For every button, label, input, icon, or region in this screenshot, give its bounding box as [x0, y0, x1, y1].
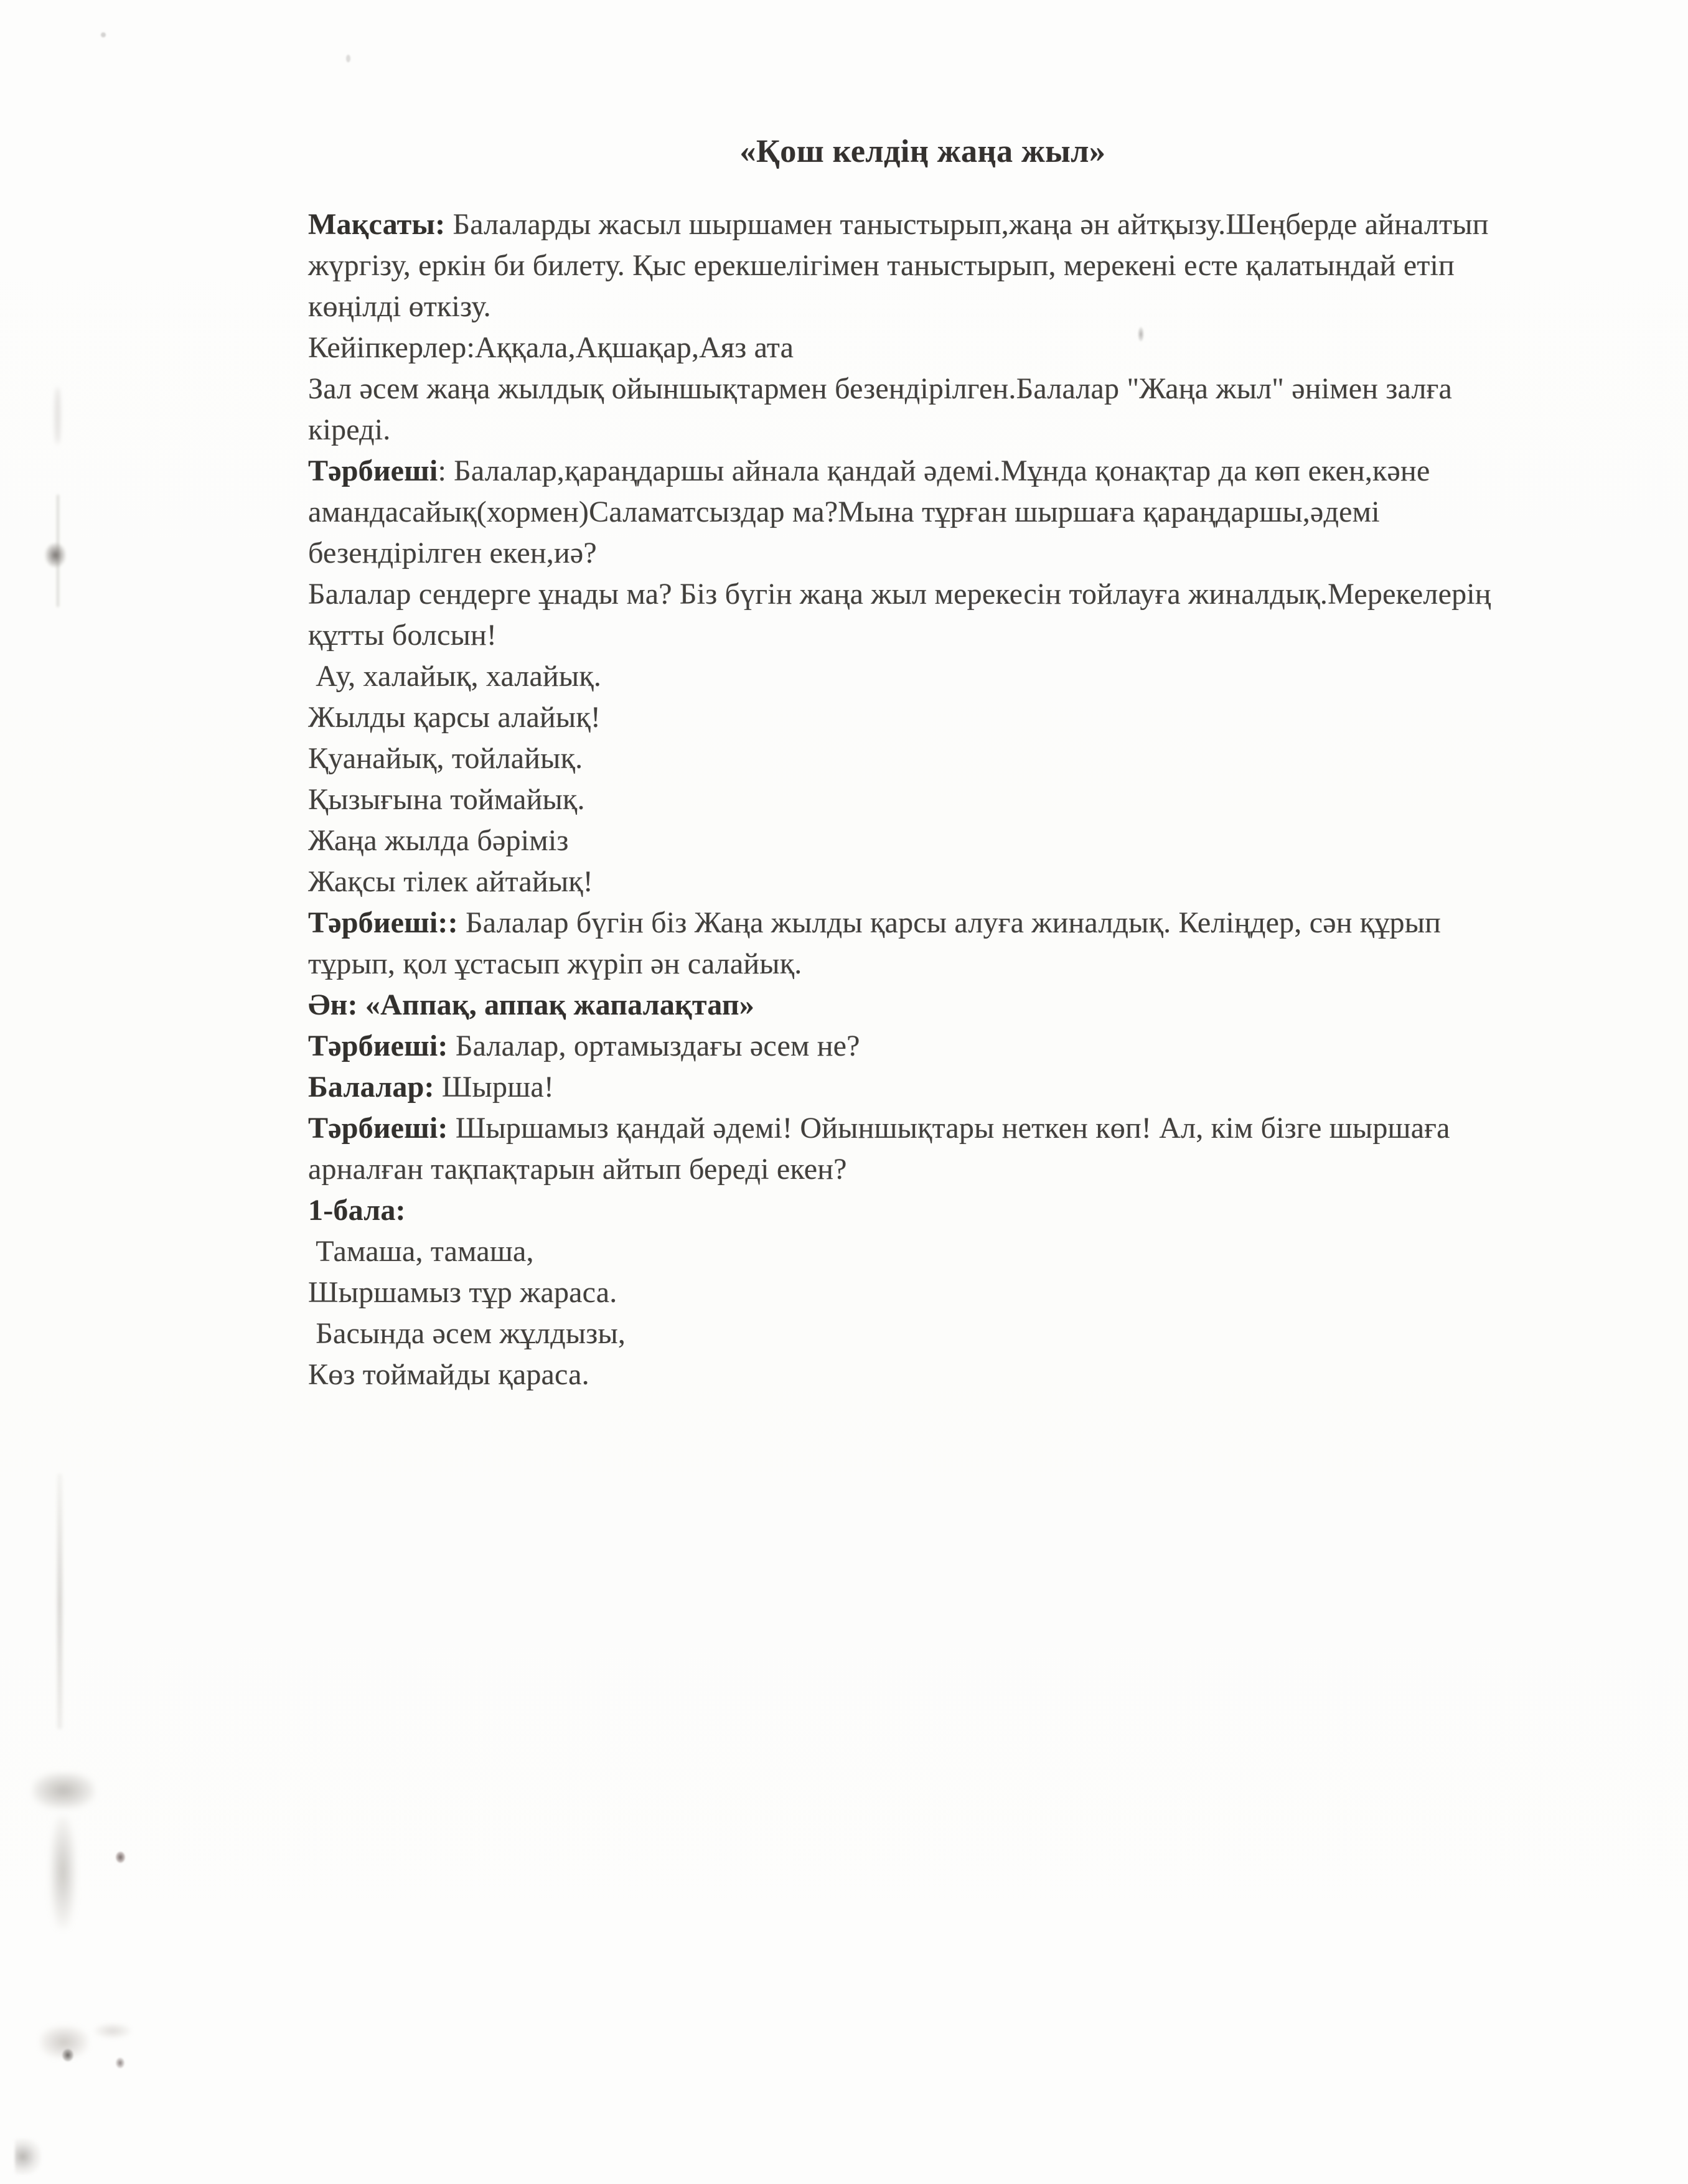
text-line [308, 1354, 1537, 1395]
text-line [308, 1272, 1537, 1313]
scan-smudge [15, 2139, 41, 2175]
text-line [308, 451, 1537, 492]
text-segment: арналған тақпақтарын айтып береді екен? [308, 1153, 847, 1186]
text-segment: құтты болсын! [308, 619, 497, 652]
scan-smudge [55, 387, 60, 444]
text-segment: Басында әсем жұлдызы, [308, 1317, 626, 1350]
text-segment: Тамаша, тамаша, [308, 1235, 534, 1268]
text-line [308, 820, 1537, 861]
text-segment: көңілді өткізу. [308, 290, 491, 323]
text-line [308, 327, 1537, 368]
text-line [308, 1313, 1537, 1354]
bold-text-segment: Ән: «Аппақ, аппақ жапалақтап» [308, 988, 754, 1021]
document-body [308, 132, 1537, 1395]
text-segment: Көз тоймайды қараса. [308, 1358, 589, 1391]
text-segment: Ау, халайық, халайық. [308, 660, 602, 693]
text-line [308, 615, 1537, 656]
text-line [308, 944, 1537, 985]
text-line [308, 368, 1537, 410]
document-lines [308, 204, 1537, 1395]
text-segment: амандасайық(хормен)Саламатсыздар ма?Мына тұрған шыршаға қараңдаршы,әдемі [308, 495, 1380, 528]
text-line [308, 779, 1537, 820]
text-line [308, 656, 1537, 697]
bold-text-segment: Тәрбиеші: [308, 1112, 448, 1145]
text-segment: Шыршамыз тұр жараса. [308, 1276, 617, 1309]
text-segment: Балалар, ортамыздағы әсем не? [448, 1029, 860, 1062]
text-line [308, 861, 1537, 902]
scan-streak [57, 495, 59, 607]
text-segment: Шырша! [434, 1071, 555, 1104]
bold-text-segment: Тәрбиеші: [308, 1029, 448, 1062]
scan-speck [346, 55, 350, 62]
scan-smudge [45, 543, 66, 568]
text-segment: Қуанайық, тойлайық. [308, 742, 583, 775]
scan-streak [57, 1474, 62, 1729]
text-line [308, 1149, 1537, 1190]
text-segment: Жаңа жылда бәріміз [308, 824, 569, 857]
text-line [308, 985, 1537, 1026]
scan-smudge [40, 2026, 88, 2058]
text-segment: Балалар бүгін біз Жаңа жылды қарсы алуға жиналдық. Келіңдер, сән құрып [457, 906, 1442, 939]
text-line [308, 1026, 1537, 1067]
text-line [308, 286, 1537, 327]
text-segment: Жақсы тілек айтайық! [308, 865, 593, 898]
text-segment: Кейіпкерлер:Аққала,Ақшақар,Аяз ата [308, 331, 794, 364]
bold-text-segment: Тәрбиеші [308, 454, 438, 487]
text-line [308, 492, 1537, 533]
scan-ink-dot [62, 2049, 73, 2061]
text-line [308, 1067, 1537, 1108]
text-line [308, 902, 1537, 944]
text-segment: тұрып, қол ұстасып жүріп ән салайық. [308, 947, 802, 980]
text-segment: Зал әсем жаңа жылдық ойыншықтармен безендірілген.Балалар "Жаңа жыл" әнімен залға [308, 372, 1453, 405]
text-segment: Шыршамыз қандай әдемі! Ойыншықтары неткен көп! Ал, кім бізге шыршаға [448, 1112, 1450, 1145]
scan-ink-dot [116, 1852, 125, 1863]
text-segment: Балалар сендерге ұнады ма? Біз бүгін жаңа жыл мерекесін тойлауға жиналдық.Мерекелерің [308, 578, 1491, 611]
bold-text-segment: Тәрбиеші:: [308, 906, 458, 939]
scan-speck [101, 32, 106, 37]
text-line [308, 204, 1537, 245]
text-line [308, 697, 1537, 738]
text-segment: кіреді. [308, 413, 391, 446]
text-segment: безендірілген екен,иә? [308, 537, 597, 569]
text-segment: жүргізу, еркін би билету. Қыс ерекшелігімен таныстырып, мерекені есте қалатындай етіп [308, 249, 1455, 282]
text-segment: : Балалар,қараңдаршы айнала қандай әдемі.Мұнда қонақтар да көп екен,кәне [438, 454, 1430, 487]
scan-smudge [93, 2023, 132, 2039]
document-title: «Қош келдің жаңа жыл» [739, 134, 1106, 169]
bold-text-segment: Балалар: [308, 1071, 434, 1104]
text-segment: Жылды қарсы алайық! [308, 701, 601, 734]
bold-text-segment: Мақсаты: [308, 208, 446, 241]
scan-ink-dot [116, 2058, 124, 2068]
text-line [308, 574, 1537, 615]
bold-text-segment: 1-бала: [308, 1194, 406, 1227]
text-segment: Қызығына тоймайық. [308, 783, 585, 816]
text-line [308, 410, 1537, 451]
text-segment: Балаларды жасыл шыршамен таныстырып,жаңа ән айтқызу.Шеңберде айналтып [445, 208, 1489, 241]
scan-smudge [50, 1816, 76, 1928]
text-line [308, 245, 1537, 286]
text-line [308, 1108, 1537, 1149]
text-line [308, 1231, 1537, 1272]
text-line [308, 738, 1537, 779]
scan-smudge [32, 1773, 95, 1809]
text-line [308, 533, 1537, 574]
text-line [308, 1190, 1537, 1231]
